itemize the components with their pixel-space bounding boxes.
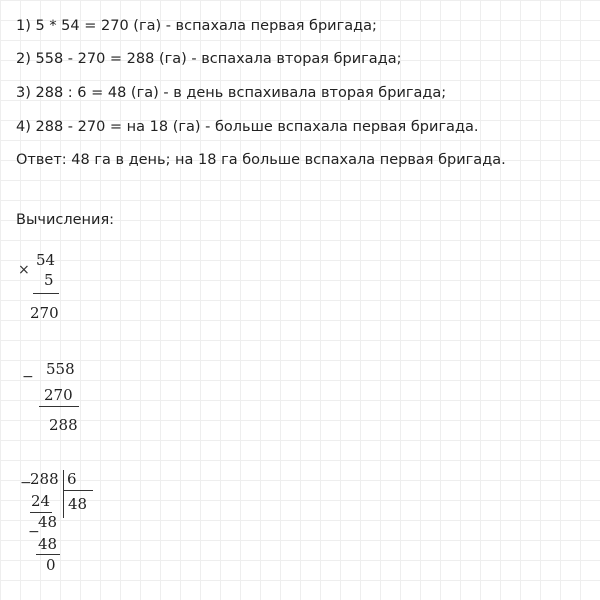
division-step1-subtract: 24: [31, 492, 51, 510]
division-quotient: 48: [68, 495, 88, 513]
multiplication-result: 270: [30, 304, 59, 322]
multiplication-operand-2: 5: [44, 271, 54, 289]
solution-step-4: 4) 288 - 270 = на 18 (га) - больше вспахала первая бригада.: [16, 119, 479, 135]
division-minus-sign-2: −: [28, 524, 40, 540]
subtraction-minuend: 558: [46, 360, 75, 378]
answer-line: Ответ: 48 га в день; на 18 га больше вспахала первая бригада.: [16, 152, 506, 168]
division-step2-line: [36, 554, 60, 555]
division-vertical-line: [63, 470, 64, 518]
multiply-sign: ×: [18, 262, 30, 278]
minus-sign: −: [22, 369, 34, 385]
division-minus-sign-1: −: [20, 475, 32, 491]
solution-step-1: 1) 5 * 54 = 270 (га) - вспахала первая бригада;: [16, 18, 377, 34]
subtraction-result: 288: [49, 416, 78, 434]
multiplication-line: [33, 293, 59, 294]
division-final-remainder: 0: [46, 556, 56, 574]
division-step2-subtract: 48: [38, 535, 58, 553]
subtraction-subtrahend: 270: [44, 386, 73, 404]
solution-step-2: 2) 558 - 270 = 288 (га) - вспахала вторая бригада;: [16, 51, 402, 67]
division-dividend: 288: [30, 470, 59, 488]
multiplication-operand-1: 54: [36, 251, 56, 269]
calculations-heading: Вычисления:: [16, 212, 115, 228]
division-step2-remainder: 48: [38, 513, 58, 531]
division-divisor: 6: [67, 470, 77, 488]
subtraction-line: [39, 406, 79, 407]
solution-step-3: 3) 288 : 6 = 48 (га) - в день вспахивала вторая бригада;: [16, 85, 447, 101]
division-quotient-line: [63, 490, 93, 491]
